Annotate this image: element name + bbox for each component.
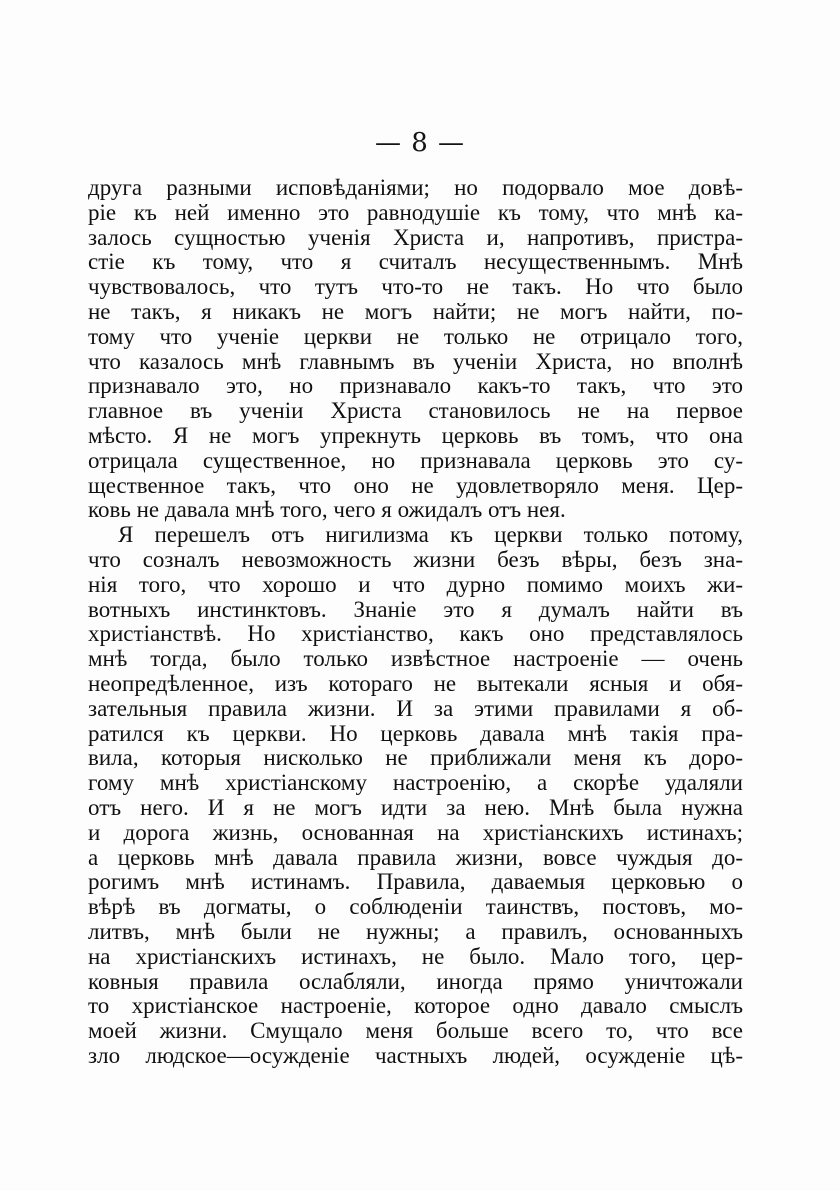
text-line: литвъ, мнѣ были не нужны; а правилъ, основанныхъ	[88, 918, 743, 944]
text-line: мнѣ тогда, было только извѣстное настроеніе — очень	[88, 646, 743, 672]
text-line: гому мнѣ христіанскому настроенію, а скорѣе удаляли	[88, 770, 743, 796]
text-line: друга разными исповѣданіями; но подорвало мое довѣ-	[88, 175, 743, 200]
text-line: мѣсто. Я не могъ упрекнуть церковь въ томъ, что она	[88, 422, 743, 448]
text-line: моей жизни. Смущало меня больше всего то, что все	[88, 1018, 743, 1044]
text-line: отъ него. И я не могъ идти за нею. Мнѣ была нужна	[88, 794, 743, 820]
text-line: главное въ ученіи Христа становилось не на первое	[88, 398, 743, 424]
text-line: залось сущностью ученія Христа и, напротивъ, пристра-	[88, 224, 743, 250]
text-line: тому что ученіе церкви не только не отрицало того,	[88, 323, 743, 349]
text-line: на христіанскихъ истинахъ, не было. Мало того, цер-	[88, 943, 743, 969]
text-line: вотныхъ инстинктовъ. Знаніе это я думалъ найти въ	[88, 596, 743, 622]
body-text	[88, 176, 743, 1069]
text-line: ковь не давала мнѣ того, чего я ожидалъ отъ нея.	[88, 497, 566, 523]
text-line: неопредѣленное, изъ котораго не вытекали ясныя и обя-	[88, 670, 743, 696]
text-line: что созналъ невозможность жизни безъ вѣры, безъ зна-	[88, 546, 743, 572]
text-line: то христіанское настроеніе, которое одно давало смыслъ	[88, 993, 743, 1019]
text-line: и дорога жизнь, основанная на христіанскихъ истинахъ;	[88, 819, 743, 845]
text-line: ковныя правила ослабляли, иногда прямо уничтожали	[88, 968, 743, 994]
text-line: христіанствѣ. Но христіанство, какъ оно представлялось	[88, 621, 743, 647]
text-line: признавало это, но признавало какъ-то такъ, что это	[88, 373, 743, 399]
page-number: — 8 —	[374, 128, 466, 158]
text-line: ратился къ церкви. Но церковь давала мнѣ такія пра-	[88, 720, 743, 746]
text-line: зательныя правила жизни. И за этими правилами я об-	[88, 695, 743, 721]
text-line: что казалось мнѣ главнымъ въ ученіи Христа, но вполнѣ	[88, 348, 743, 374]
paragraph-2	[88, 523, 743, 1069]
text-line: вѣрѣ въ догматы, о соблюденіи таинствъ, постовъ, мо-	[88, 894, 743, 920]
text-line: не такъ, я никакъ не могъ найти; не могъ найти, по-	[88, 298, 743, 324]
text-line: нія того, что хорошо и что дурно помимо моихъ жи-	[88, 571, 743, 597]
text-line: а церковь мнѣ давала правила жизни, вовсе чуждыя до-	[88, 844, 743, 870]
text-line: чувствовалось, что тутъ что-то не такъ. Но что было	[88, 274, 743, 300]
text-line: щественное такъ, что оно не удовлетворяло меня. Цер-	[88, 472, 743, 498]
text-line: ріе къ ней именно это равнодушіе къ тому, что мнѣ ка-	[88, 199, 743, 225]
text-line: стіе къ тому, что я считалъ несущественнымъ. Мнѣ	[88, 249, 743, 275]
paragraph-1	[88, 176, 743, 523]
text-line: вила, которыя нисколько не приближали меня къ доро-	[88, 745, 743, 771]
text-line: зло людское—осужденіе частныхъ людей, осужденіе цѣ-	[88, 1042, 743, 1068]
text-line: Я перешелъ отъ нигилизма къ церкви только потому,	[118, 522, 743, 548]
text-line: рогимъ мнѣ истинамъ. Правила, даваемыя церковью о	[88, 869, 743, 895]
text-line: отрицала существенное, но признавала церковь это су-	[88, 447, 743, 473]
